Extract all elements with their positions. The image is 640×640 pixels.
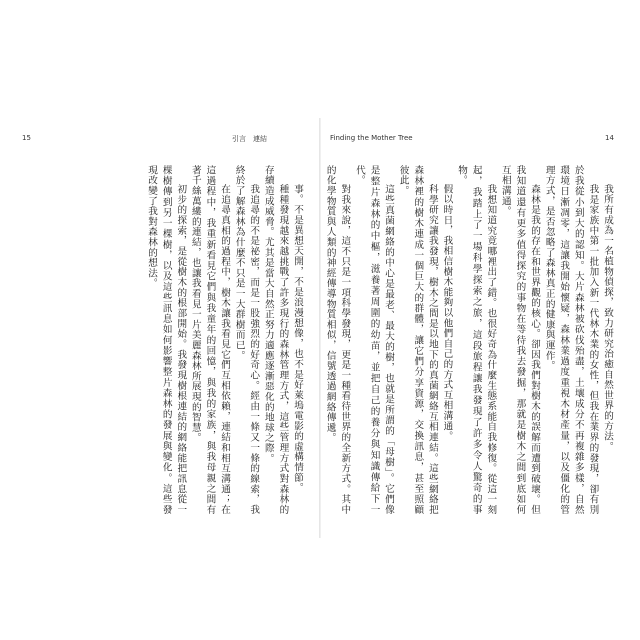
paragraph: 種種發現越來越挑戰了許多現行的森林管理方式，這些管理方式對森林的存續造成威脅。尤其是當大自然正努力適應逐漸惡化的地球之際。 — [262, 165, 289, 515]
right-page — [320, 0, 640, 640]
running-head: Finding the Mother Tree — [330, 134, 413, 142]
paragraph: 在追尋真相的過程中，樹木讓我看見它們互相依賴，連結和相互溝通；在這過程中，我重新看見它們與我童年的回憶，與我的家族，與我母親之間有著千絲萬縷的連結，也讓我看見一片美麗森林所展現的智慧。 — [189, 165, 231, 515]
paragraph: 事。不是異想天開，不是浪漫想像，也不是好萊塢電影的虛構情節。 — [292, 184, 303, 494]
paragraph: 我是家族中第一批加入新一代林木業的女性，但我在業界的發現，卻有別於我從小到大的認知。大片森林被砍伐殆盡，土壤成分不再複雜多樣，自然環境日漸凋零，這讓我開始懷疑，森林業過度重視木材產量，以及僵化的管理方式，是否忽略了森林真正的健康與運作。 — [543, 165, 599, 515]
paragraph: 我追尋的不是祕密，而是一股強烈的好奇心。經由一條又一條的線索，我終於了解森林為什麼不只是一大群樹而已。 — [233, 165, 260, 515]
body-text — [32, 165, 304, 515]
paragraph: 假以時日，我相信樹木能夠以他們自己的方式互相溝通。 — [441, 184, 453, 442]
page-number: 14 — [605, 134, 614, 142]
page-number: 15 — [22, 134, 31, 142]
paragraph: 我想知道究竟哪裡出了錯。也很好奇為什麼生態系能自我修復。從這一刻起，我踏上了一場科學探索之旅，這段旅程讓我發現了許多令人驚奇的事物。 — [456, 165, 497, 515]
paragraph: 初步的探索，是從樹木的根部開始。我發現樹根連結的網絡能把訊息從一棵樹傳到另一棵樹，以及這些訊息如何影響整片森林的發展與變化。這些發現改變了我對森林的想法。 — [146, 165, 187, 515]
body-text — [324, 165, 614, 515]
paragraph: 森林是我的存在和世界觀的核心。卻因我們對樹木的誤解而遭到破壞。但我知道還有更多值得探究的事物在等待我去發掘，那就是樹木之間到底如何互相溝通。 — [499, 165, 541, 515]
running-head: 引言 連結 — [232, 135, 267, 143]
paragraph: 對我來說，這不只是一項科學發現，更是一種看待世界的全新方式。其中的化學物質與人類的神經傳導物質相似，信號透過網絡傳遞。 — [324, 165, 351, 515]
paragraph: 科學研究讓我發現，樹木之間是以地下的真菌網絡互相連結。這些網絡把森林裡的樹木連成一個巨大的群體，讓它們分享資源，交換訊息，甚至照顧彼此。 — [397, 165, 438, 515]
paragraph: 我所有成為一名植物偵探，致力研究治癒自然世界的方法。 — [602, 184, 613, 452]
paragraph: 這些真菌網絡的中心是最老、最大的樹，也就是所謂的「母樹」。它們像是整片森林的中樞，滋養著周圍的幼苗，並把自己的養分與知識傳給下一代。 — [353, 165, 395, 515]
